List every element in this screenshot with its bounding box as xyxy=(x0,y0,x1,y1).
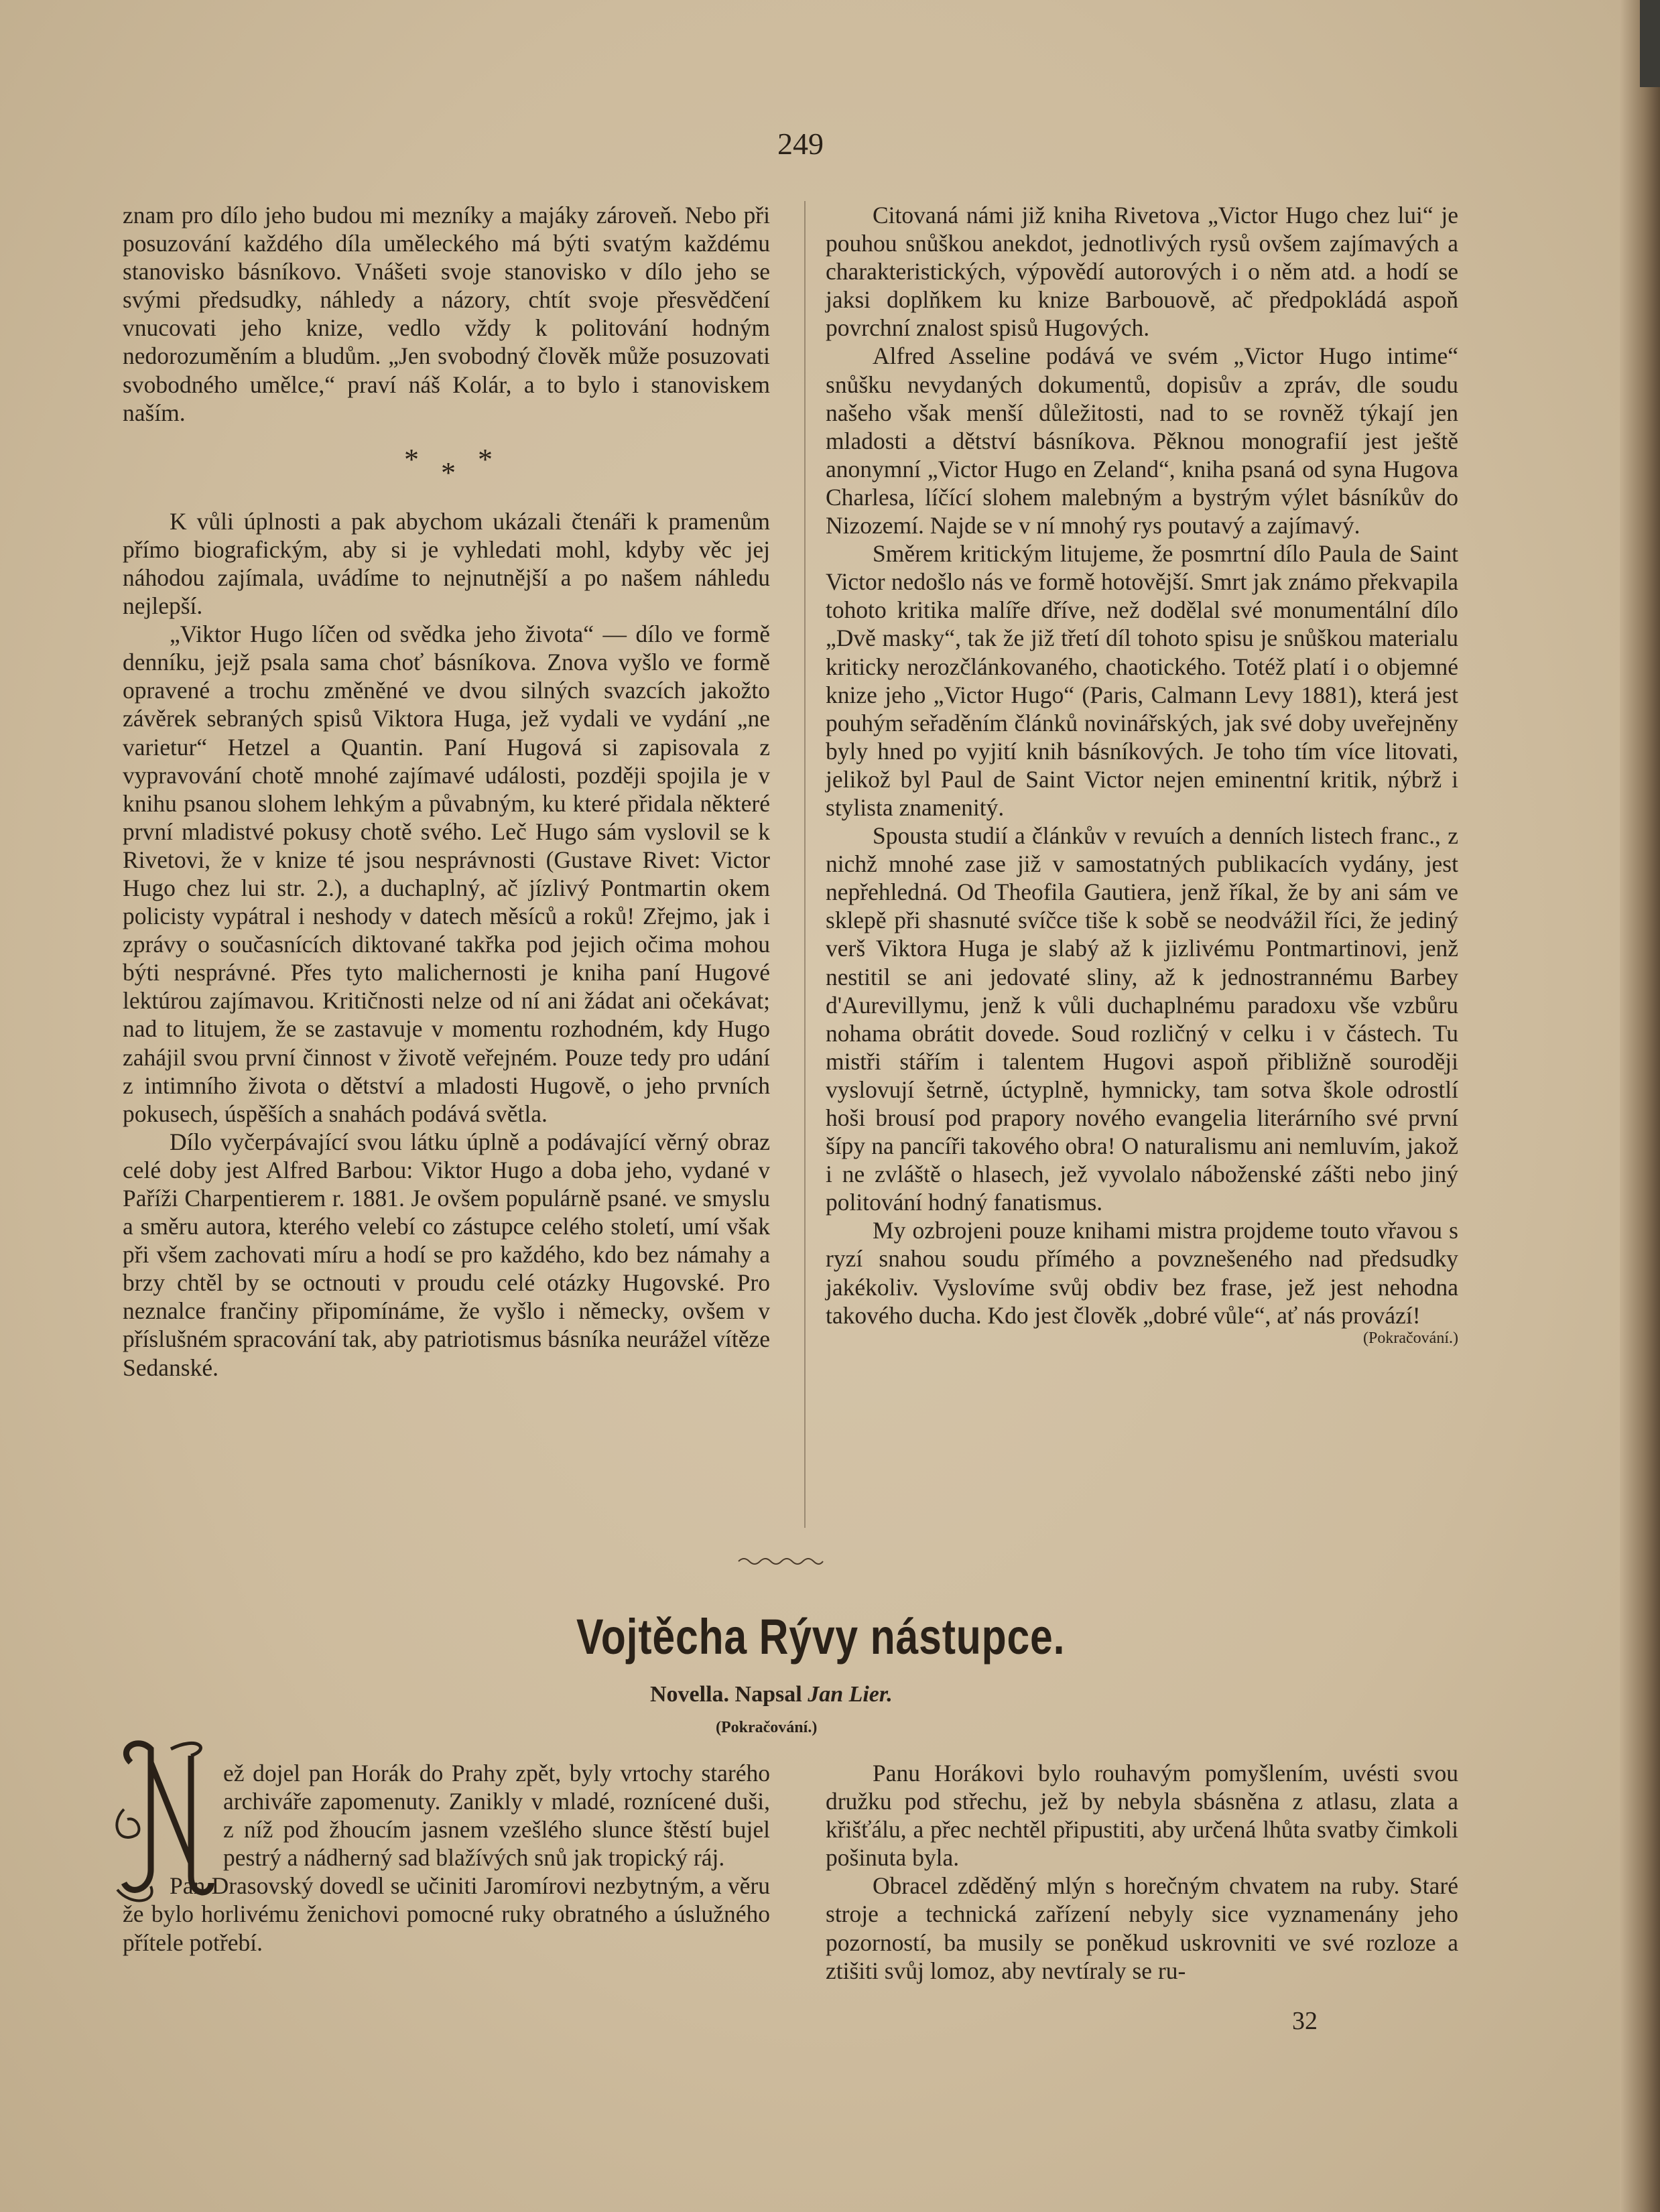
continued-note: (Pokračování.) xyxy=(1363,1329,1458,1347)
paragraph: znam pro dílo jeho budou mi mezníky a majáky zároveň. Nebo při posuzování každého díla uměleckého má býti svatým každému stanovisko básníkovo. Vnášeti svoje stanovisko v dílo jeho se svými předsudky, náhledy a názory, chtít svoje přesvědčení vnucovati jeho knize, vedlo vždy k politování hodným nedorozuměním a bludům. „Jen svobodný člověk může posuzovati svobodného umělce,“ praví náš Kolár, a to bylo i stanoviskem naším. xyxy=(123,202,770,426)
paragraph: Dílo vyčerpávající svou látku úplně a podávající věrný obraz celé doby jest Alfred Barbou: Viktor Hugo a doba jeho, vydané v Paříži Charpentierem r. 1881. Je ovšem populárně psané. ve smyslu a směru autora, kterého velebí co zástupce celého století, umí však při všem zachovati míru a hodí se pro každého, kdo bez námahy a brzy chtěl by se octnouti v proudu celé otázky Hugovské. Pro neznalce frančiny připomínáme, že vyšlo i německy, ovšem v příslušném spracování tak, aby patriotismus básníka neurážel vítěze Sedanské. xyxy=(123,1128,770,1381)
asterism-star: * xyxy=(404,442,419,476)
page-number: 249 xyxy=(777,127,824,161)
left-column xyxy=(123,201,770,1382)
story-author: Jan Lier. xyxy=(808,1682,893,1707)
subtitle-prefix: Novella. Napsal xyxy=(650,1682,802,1707)
paragraph: Panu Horákovi bylo rouhavým pomyšlením, uvésti svou družku pod střechu, jež by nebyla sbásněna z atlasu, zlata a křišťálu, a přec nechtěl připustiti, aby určená lhůta svatby čimkoli pošinuta byla. xyxy=(826,1760,1458,1872)
story-continued-note: (Pokračování.) xyxy=(716,1719,818,1736)
corner-mark xyxy=(1640,0,1660,87)
asterism-star: * xyxy=(441,456,456,489)
separator-ornament xyxy=(737,1555,824,1568)
asterism-star: * xyxy=(478,442,493,476)
story-left-column xyxy=(123,1759,770,1957)
paragraph: K vůli úplnosti a pak abychom ukázali čtenáři k pramenům přímo biografickým, aby si je vyhledati mohl, kdyby věc jej náhodou zajímala, uvádíme to nejnutnější a po našem náhledu nejlepší. xyxy=(123,507,770,620)
asterism xyxy=(123,427,770,507)
paragraph: „Viktor Hugo líčen od svědka jeho života“ — dílo ve formě denníku, jejž psala sama choť básníkova. Znova vyšlo ve formě opravené a trochu změněné ve dvou silných svazcích jakožto závěrek sebraných spisů Viktora Huga, jež vydali ve vydání „ne varietur“ Hetzel a Quantin. Paní Hugová si zapisovala z vypravování chotě mnohé zajímavé události, později spojila je v knihu psanou slohem lehkým a půvabným, ku které přidala některé první mladistvé pokusy chotě svého. Leč Hugo sám vyslovil se k Rivetovi, že v knize té jsou nesprávnosti (Gustave Rivet: Victor Hugo chez lui str. 2.), a duchaplný, ač jízlivý Pontmartin okem policisty vypátral i neshody v datech měsíců a roků! Zřejmo, jak i zprávy o současnících diktované takřka pod jejich očima mohou býti nesprávné. Přes tyto malichernosti je kniha paní Hugové lektúrou zajímavou. Kritičnosti nelze od ní ani žádat ani očekávat; nad to litujem, že se zastavuje v momentu rozhodném, kdy Hugo zahájil svou první činnost v životě veřejném. Pouze tedy pro udání z intimního života o dětství a mladosti Hugově, o jeho prvních pokusech, úspěších a snahách podává světla. xyxy=(123,621,770,1127)
paragraph: ež dojel pan Horák do Prahy zpět, byly vrtochy starého archiváře zapomenuty. Zanikly v mladé, roznícené duši, z níž pod žhoucím jasnem vzešlého slunce štěstí bujel pestrý a nádherný sad blažívých snů jak tropický ráj. xyxy=(223,1760,770,1872)
paragraph: Citovaná námi již kniha Rivetova „Victor Hugo chez lui“ je pouhou snůškou anekdot, jednotlivých rysů ovšem zajímavých a charakteristických, výpovědí autorových i o něm atd. a hodí se jaksi doplňkem ku knize Barbouově, ač předpokládá aspoň povrchní znalost spisů Hugových. xyxy=(826,202,1458,342)
paragraph: Pan Drasovský dovedl se učiniti Jaromírovi nezbytným, a věru že bylo horlivému ženichovi pomocné ruky obratného a úslužného přítele potřebí. xyxy=(123,1872,770,1956)
story-right-column xyxy=(826,1759,1458,1985)
right-column xyxy=(826,201,1458,1352)
paragraph: Obracel zděděný mlýn s horečným chvatem na ruby. Staré stroje a technická zařízení nebyly sice vyznamenány jeho pozorností, ba musily se poněkud uskrovniti ve své rozloze a ztišiti svůj lomoz, aby nevtíraly se ru- xyxy=(826,1872,1458,1984)
column-divider xyxy=(804,201,806,1528)
paragraph: My ozbrojeni pouze knihami mistra projdeme touto vřavou s ryzí snahou soudu přímého a povznešeného nad předsudky jakékoliv. Vyslovíme svůj obdiv bez frase, jež jest nehodna takového ducha. Kdo jest člověk „dobré vůle“, ať nás provází! xyxy=(826,1217,1458,1329)
printer-signature: 32 xyxy=(1292,2007,1318,2035)
story-subtitle xyxy=(650,1682,893,1707)
story-title: Vojtěcha Rývy nástupce. xyxy=(576,1609,1066,1665)
paragraph: Směrem kritickým litujeme, že posmrtní dílo Paula de Saint Victor nedošlo nás ve formě hotovější. Smrt jak známo překvapila tohoto kritika malíře dříve, než dodělal své monumentální dílo „Dvě masky“, tak že již třetí díl tohoto spisu je snůškou materialu kriticky nerozčlánkovaného, chaotického. Totéž platí i o objemné knize jeho „Victor Hugo“ (Paris, Calmann Levy 1881), která jest pouhým seřaděním článků novinářských, jak své doby uveřejněny byly hned po vyjití knih básníkových. Je toho tím více litovati, jelikož byl Paul de Saint Victor nejen eminentní kritik, nýbrž i stylista znamenitý. xyxy=(826,540,1458,821)
paragraph: Alfred Asseline podává ve svém „Victor Hugo intime“ snůšku nevydaných dokumentů, dopisův a zpráv, dle soudu našeho však menší důležitosti, nad to se rovněž týkají jen mladosti a dětství básníkova. Pěknou monografií jest ještě anonymní „Victor Hugo en Zeland“, kniha psaná od syna Hugova Charlesa, líčící slohem malebným a bystrým výlet básníkův do Nizozemí. Najde se v ní mnohý rys poutavý a zajímavý. xyxy=(826,342,1458,539)
paragraph: Spousta studií a článkův v revuích a denních listech franc., z nichž mnohé zase již v samostatných publikacích vydány, jest nepřehledná. Od Theofila Gautiera, jenž říkal, že by ani sám ve sklepě při shasnuté svíčce tiše k sobě se neodvážil říci, že jediný verš Viktora Huga je slabý až k jizlivému Pontmartinovi, jenž nestitil se ani jedovaté sliny, až k jednostrannému Barbey d'Aurevillymu, jenž k vůli duchaplnému paradoxu vše vzbůru nohama obrátit dovede. Soud rozličný v celku i v částech. Tu mistři stářím i talentem Hugovi aspoň přibližně souroději vyslovují šetrně, úctyplně, hymnicky, tam sotva škole odrostlí hoši brousí pod prapory nového evangelia literárního své první šípy na pancíři takového obra! O naturalismu ani nemluvím, jakož i ne zvláště o hlasech, jež vyvolalo náboženské zášti nebo jiný politování hodný fanatismus. xyxy=(826,822,1458,1216)
book-spine-shadow xyxy=(1620,0,1660,2212)
